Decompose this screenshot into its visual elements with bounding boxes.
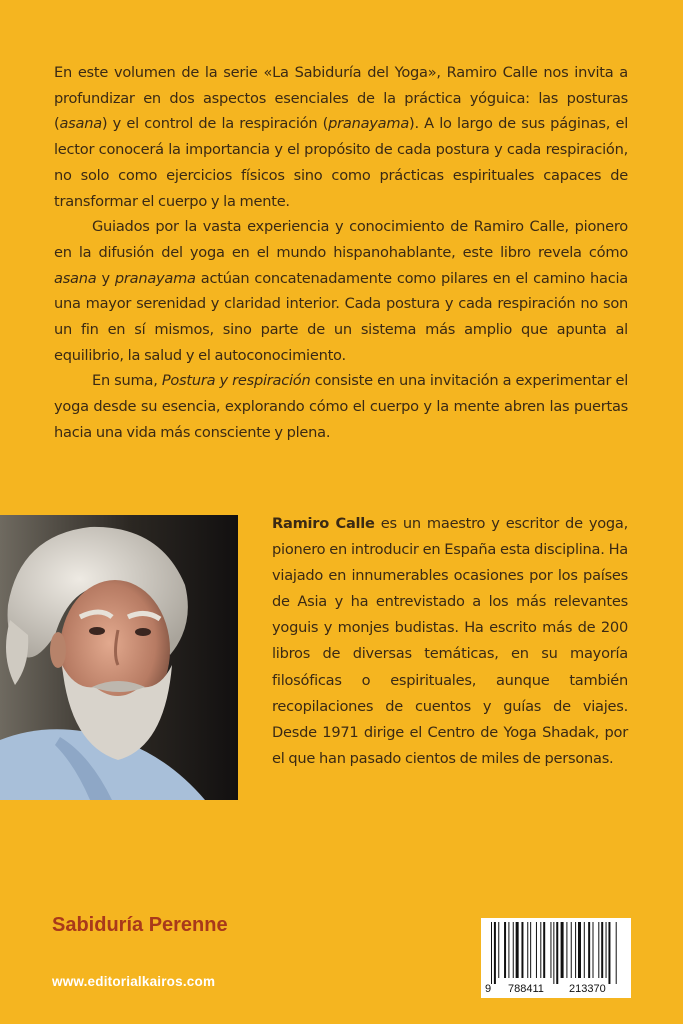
blurb-paragraph-1: En este volumen de la serie «La Sabiduría del Yoga», Ramiro Calle nos invita a profundizar en dos aspectos esenciales de la práctica yóguica: las posturas (asana) y el control de la respiración (pranayama). A lo largo de sus páginas, el lector conocerá la importancia y el propósito de cada postura y cada respiración, no solo como ejercicios físicos sino como prácticas espirituales capaces de transformar el cuerpo y la mente. [54,64,628,210]
isbn-group-2: 213370 [569,983,606,995]
author-photo [0,515,238,800]
barcode-bar [513,922,514,978]
back-cover-blurb [54,60,628,446]
barcode-bar [527,922,528,978]
publisher-website: www.editorialkairos.com [52,974,216,989]
author-bio [272,511,628,772]
isbn-barcode [481,918,631,998]
barcode-bar [606,922,607,978]
barcode-bar [521,922,523,978]
isbn-group-1: 788411 [508,983,544,995]
barcode-bar [494,922,496,984]
author-bio-text: es un maestro y escritor de yoga, pionero en introducir en España esta disciplina. Ha viajado en innumerables ocasiones por los países de Asia y ha entrevistado a los más relevantes yoguis y monjes budistas. Ha escrito más de 200 libros de diversas temáticas, en su mayoría filosóficas o espirituales, aunque también recopilaciones de cuentos y guías de viajes. Desde 1971 dirige el Centro de Yoga Shadak, por el que han pasado cientos de miles de personas. [272,515,628,767]
barcode-bars [481,918,631,984]
barcode-bar [540,922,541,978]
barcode-bar [598,922,599,978]
barcode-bar [584,922,585,978]
barcode-bar [593,922,594,978]
barcode-bar [588,922,590,978]
blurb-paragraph-3: En suma, Postura y respiración consiste en una invitación a experimentar el yoga desde su esencia, explorando cómo el cuerpo y la mente abren las puertas hacia una vida más consciente y plena. [54,372,628,441]
barcode-bar [553,922,554,984]
barcode-bar [556,922,558,984]
barcode-bar [566,922,567,978]
author-name: Ramiro Calle [272,515,375,532]
barcode-bar [575,922,576,978]
collection-name: Sabiduría Perenne [52,914,228,936]
barcode-bar [530,922,531,978]
barcode-bar [601,922,603,978]
isbn-first-digit: 9 [485,983,492,995]
barcode-bar [608,922,610,984]
barcode-bar [616,922,617,984]
barcode-bar [543,922,545,978]
barcode-bar [571,922,572,978]
barcode-bar [516,922,519,978]
barcode-bar [504,922,506,978]
blurb-paragraph-2: Guiados por la vasta experiencia y conocimiento de Ramiro Calle, pionero en la difusión del yoga en el mundo hispanohablante, este libro revela cómo asana y pranayama actúan concatenadamente como pilares en el camino hacia una mayor serenidad y claridad interior. Cada postura y cada respiración no son un fin en sí mismos, sino parte de un sistema más amplio que apunta al equilibrio, la salud y el autoconocimiento. [54,218,628,364]
barcode-bar [491,922,492,984]
barcode-bar [561,922,564,978]
barcode-bar [508,922,509,978]
barcode-bar [578,922,581,978]
barcode-bar [498,922,499,978]
barcode-bar [550,922,551,978]
barcode-bar [536,922,537,978]
